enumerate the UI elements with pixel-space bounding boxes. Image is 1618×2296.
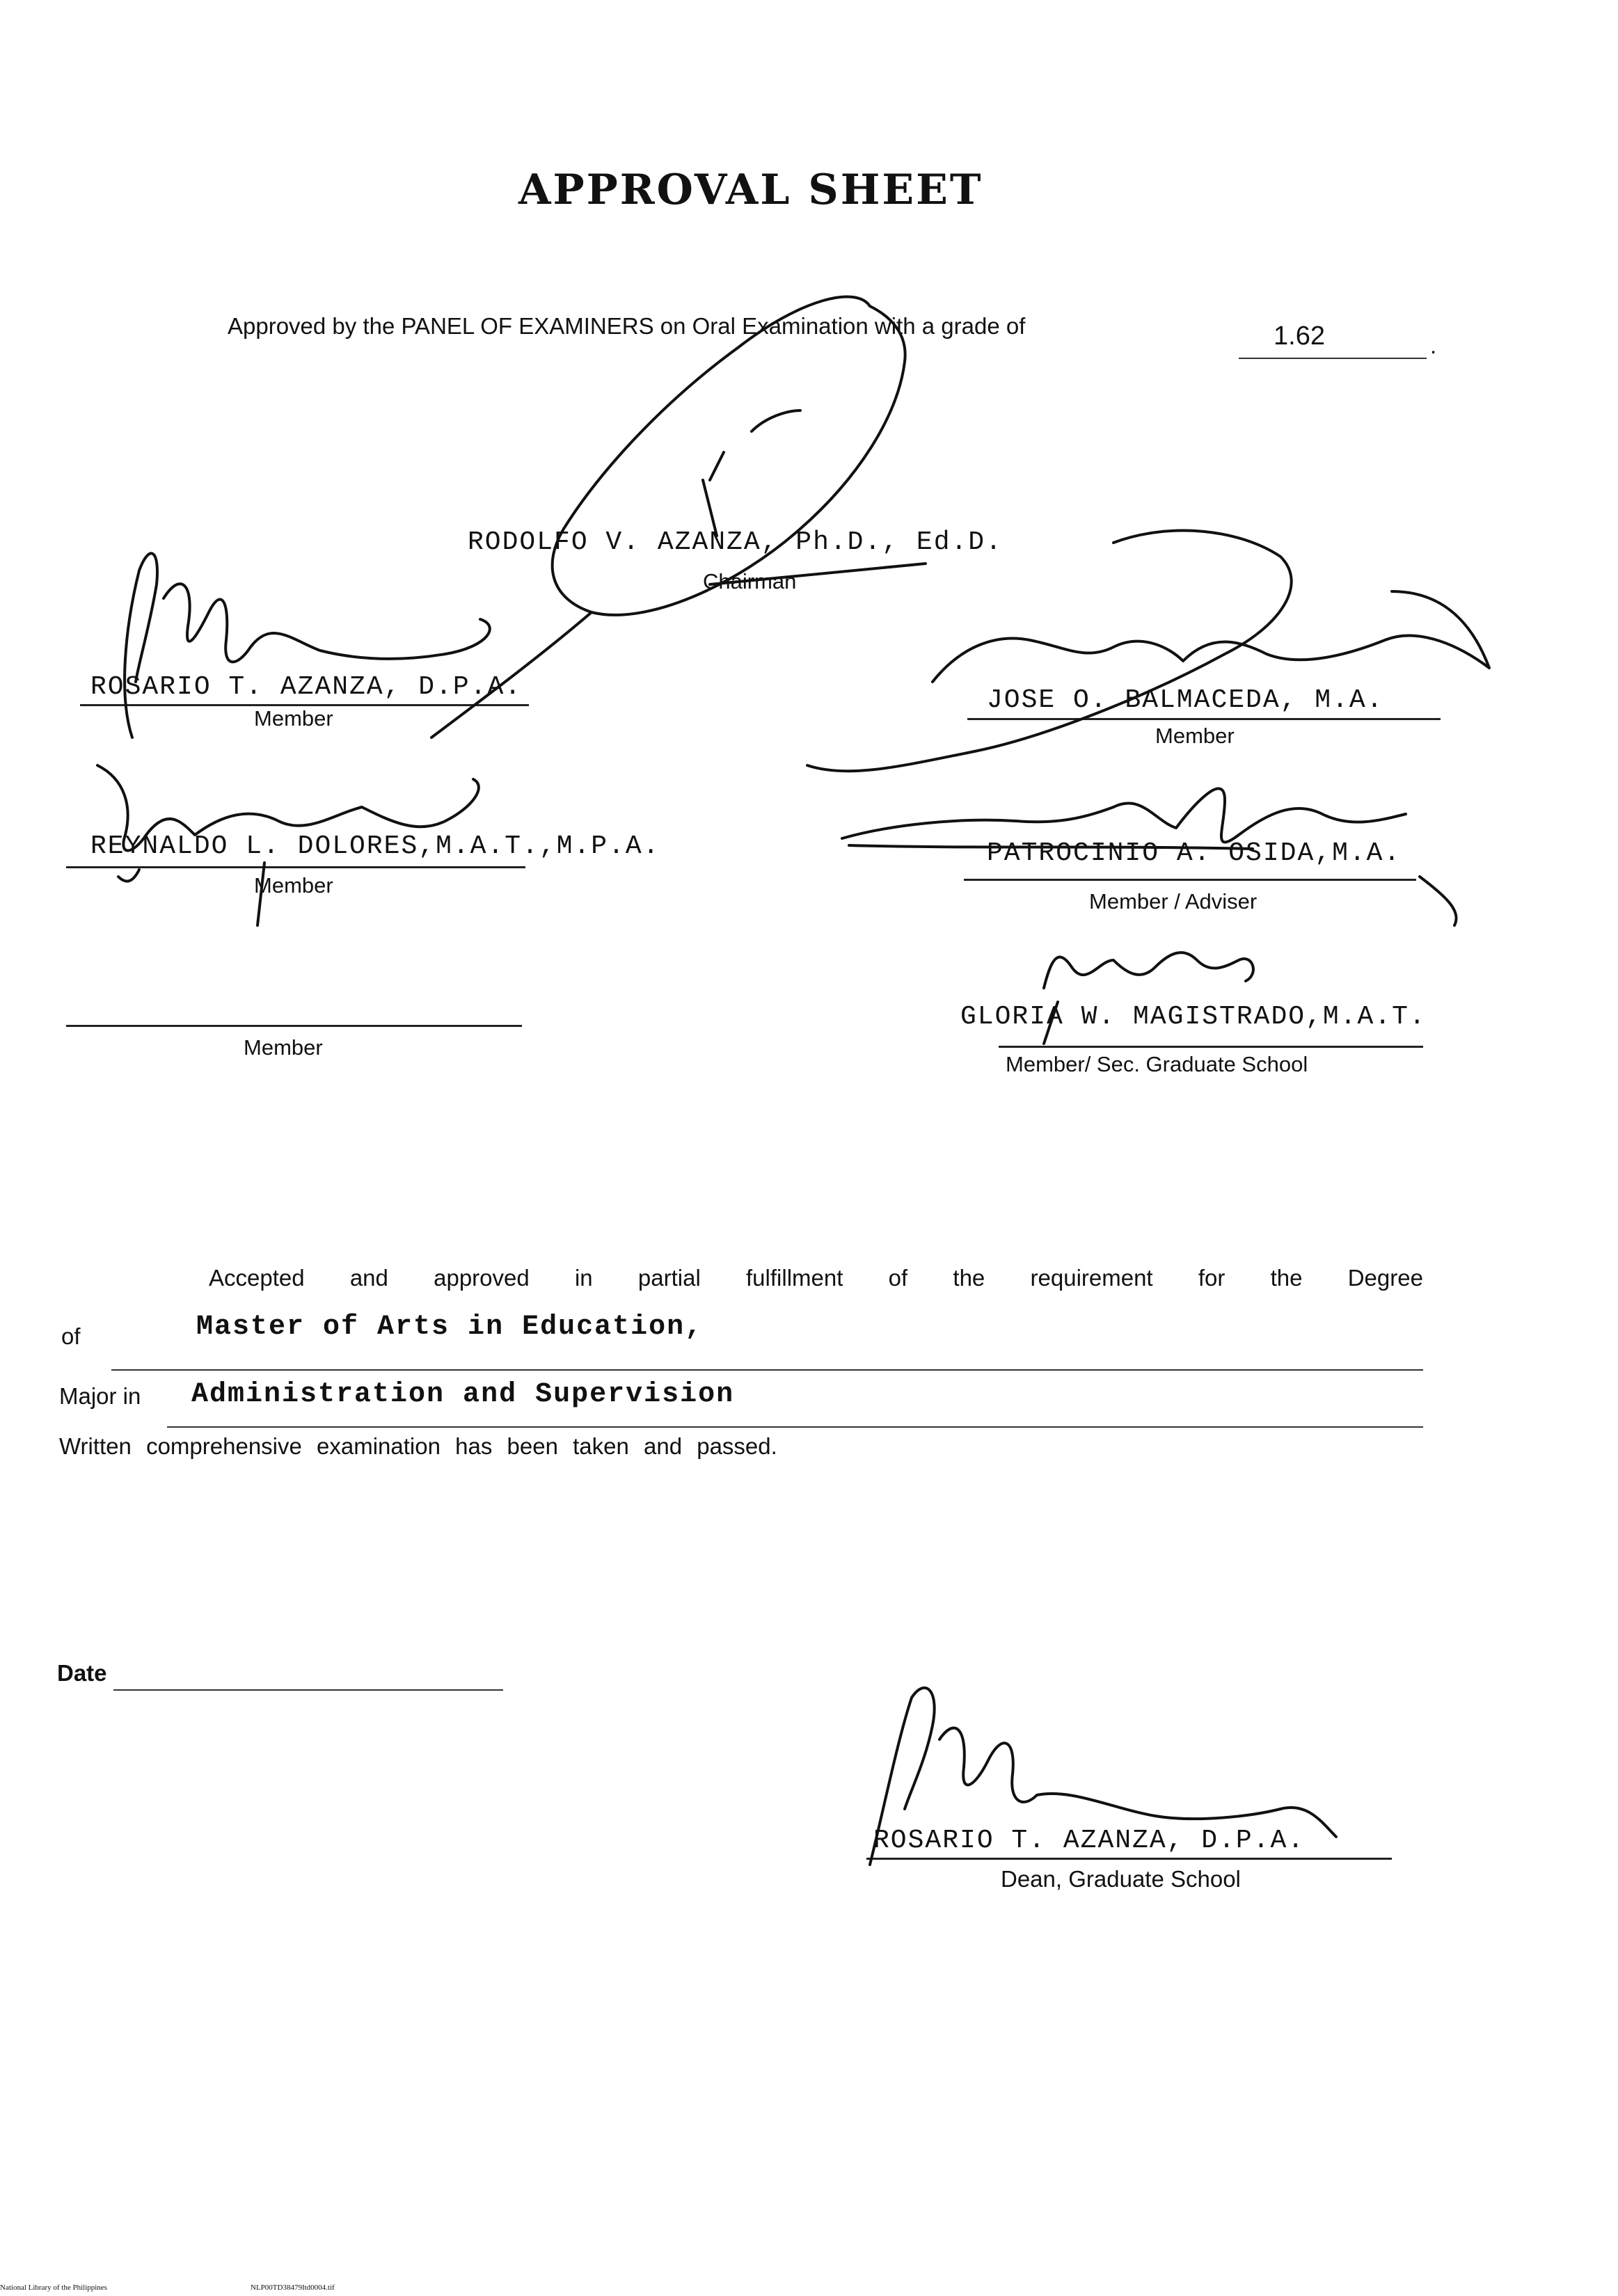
chairman-signature	[431, 297, 926, 738]
acceptance-line	[209, 1265, 1423, 1291]
acceptance-word: partial	[637, 1265, 701, 1291]
member3-name: REYNALDO L. DOLORES,M.A.T.,M.P.A.	[90, 831, 660, 861]
acceptance-word: the	[1270, 1265, 1303, 1291]
footer-file: NLP00TD38479Itd0004.tif	[251, 2283, 335, 2292]
member3-signature-line	[66, 866, 525, 868]
member4-signature-line	[964, 879, 1416, 881]
date-line	[113, 1689, 503, 1691]
intro-text: Approved by the PANEL OF EXAMINERS on Oral Examination with a grade of	[228, 313, 1026, 339]
member2-name: JOSE O. BALMACEDA, M.A.	[987, 685, 1384, 715]
member6-role: Member	[244, 1035, 323, 1060]
date-label: Date	[57, 1660, 107, 1686]
member4-role: Member / Adviser	[1089, 889, 1258, 914]
member3-role: Member	[254, 873, 333, 898]
major-value: Administration and Supervision	[191, 1379, 735, 1410]
dean-signature-line	[866, 1858, 1392, 1860]
acceptance-word: the	[953, 1265, 985, 1291]
acceptance-word: for	[1198, 1265, 1226, 1291]
page-title: APPROVAL SHEET	[518, 166, 983, 214]
member5-name: GLORIA W. MAGISTRADO,M.A.T.	[960, 1002, 1427, 1032]
member6-signature-line	[66, 1025, 522, 1027]
acceptance-word: of	[888, 1265, 908, 1291]
grade-value: 1.62	[1274, 321, 1325, 351]
comprehensive-exam-text: Written comprehensive examination has been taken and passed.	[59, 1433, 777, 1459]
dean-role: Dean, Graduate School	[1001, 1866, 1241, 1892]
member5-signature-line	[999, 1046, 1423, 1048]
acceptance-word: Accepted	[209, 1265, 305, 1291]
member2-role: Member	[1155, 724, 1235, 748]
major-label: Major in	[59, 1383, 141, 1409]
footer-library: National Library of the Philippines	[0, 2283, 107, 2292]
member1-name: ROSARIO T. AZANZA, D.P.A.	[90, 672, 523, 702]
chairman-name: RODOLFO V. AZANZA, Ph.D., Ed.D.	[468, 527, 1003, 557]
intro-period: .	[1430, 333, 1437, 358]
acceptance-word: fulfillment	[746, 1265, 843, 1291]
acceptance-word: approved	[434, 1265, 530, 1291]
degree-underline	[111, 1369, 1423, 1371]
grade-underline	[1239, 358, 1427, 359]
major-underline	[167, 1426, 1423, 1428]
member2-signature-line	[967, 718, 1441, 720]
acceptance-word: requirement	[1030, 1265, 1153, 1291]
member5-role: Member/ Sec. Graduate School	[1006, 1052, 1308, 1076]
acceptance-word: and	[349, 1265, 388, 1291]
member1-role: Member	[254, 706, 333, 731]
member4-name: PATROCINIO A. OSIDA,M.A.	[987, 838, 1402, 868]
acceptance-word: Degree	[1347, 1265, 1423, 1291]
acceptance-word: in	[574, 1265, 593, 1291]
dean-name: ROSARIO T. AZANZA, D.P.A.	[873, 1826, 1306, 1856]
degree-value: Master of Arts in Education,	[196, 1312, 704, 1343]
member2-signature	[807, 531, 1489, 772]
chairman-role: Chairman	[703, 569, 797, 593]
degree-of-label: of	[61, 1323, 81, 1349]
